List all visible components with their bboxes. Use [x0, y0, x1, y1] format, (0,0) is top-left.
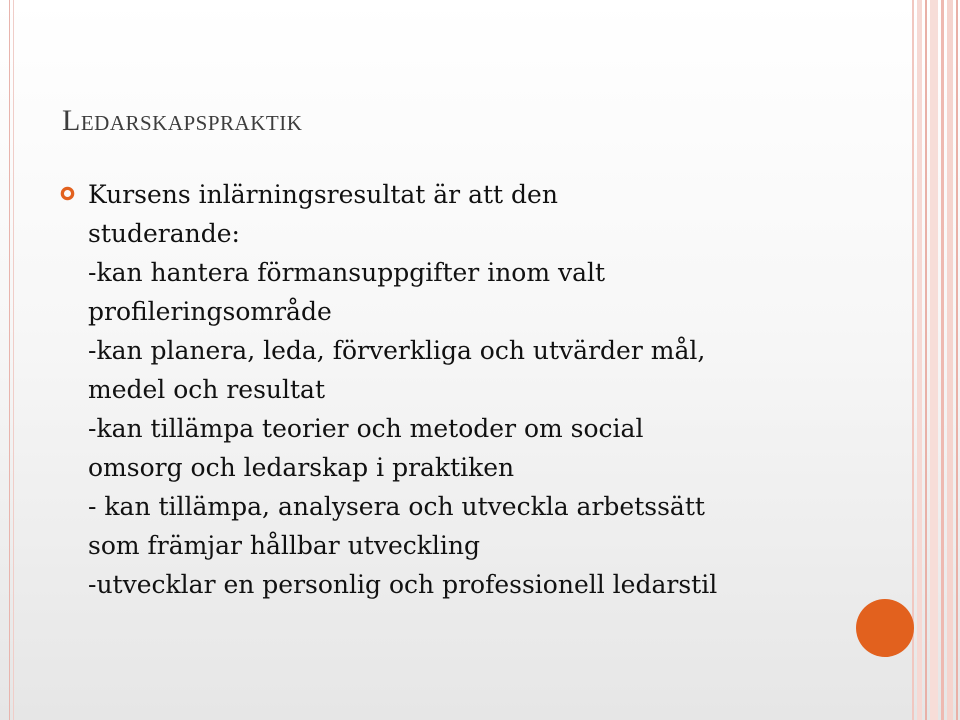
decorative-circle [856, 599, 914, 657]
bullet-line: profileringsområde [88, 297, 332, 326]
bullet-line: -utvecklar en personlig och professionell ledarstil [88, 570, 718, 599]
bullet-item [60, 175, 840, 604]
bullet-text [88, 175, 840, 604]
stripe [917, 0, 922, 720]
ring-bullet-icon [60, 186, 75, 201]
slide-title: Ledarskapspraktik [62, 104, 303, 137]
right-decorative-stripes [912, 0, 960, 720]
stripe [956, 0, 958, 720]
bullet-line: omsorg och ledarskap i praktiken [88, 453, 515, 482]
bullet-line: studerande: [88, 219, 240, 248]
bullet-line: medel och resultat [88, 375, 326, 404]
bullet-line: -kan hantera förmansuppgifter inom valt [88, 258, 606, 287]
bullet-line: Kursens inlärningsresultat är att den [88, 180, 558, 209]
bullet-line: som främjar hållbar utveckling [88, 531, 481, 560]
stripe [941, 0, 944, 720]
left-decorative-line [9, 0, 10, 720]
stripe [912, 0, 914, 720]
bullet-line: -kan tillämpa teorier och metoder om social [88, 414, 644, 443]
stripe [930, 0, 938, 720]
bullet-line: -kan planera, leda, förverkliga och utvärder mål, [88, 336, 706, 365]
bullet-line: - kan tillämpa, analysera och utveckla arbetssätt [88, 492, 705, 521]
left-decorative-line [13, 0, 14, 720]
slide-content [60, 175, 840, 604]
stripe [925, 0, 927, 720]
stripe [947, 0, 953, 720]
